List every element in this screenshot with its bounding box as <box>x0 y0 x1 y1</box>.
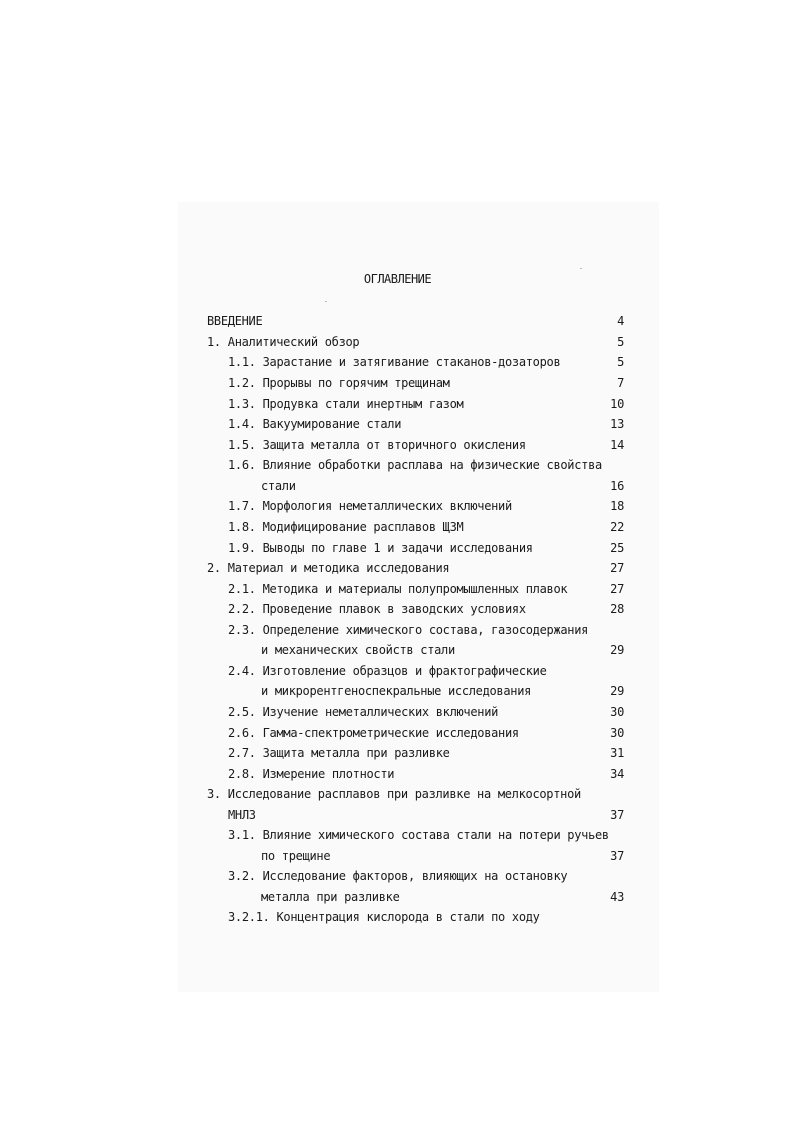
toc-entry-text: по трещине <box>261 849 331 863</box>
toc-entry-text: и механических свойств стали <box>261 643 455 657</box>
toc-entry-page: 25 <box>610 541 624 555</box>
toc-entry-text: 1.9. Выводы по главе 1 и задачи исследования <box>228 541 533 555</box>
toc-entry-page: 13 <box>610 417 624 431</box>
toc-entry-page: 4 <box>617 314 624 328</box>
toc-entry-page: 14 <box>610 438 624 452</box>
toc-entry-page: 30 <box>610 705 624 719</box>
toc-entry-page: 28 <box>610 602 624 616</box>
toc-entry-page: 29 <box>610 684 624 698</box>
toc-entry-text: стали <box>261 479 296 493</box>
toc-entry-text: 2.4. Изготовление образцов и фрактографические <box>228 664 547 678</box>
toc-entry-text: 2.7. Защита металла при разливке <box>228 746 450 760</box>
toc-entry-page: 31 <box>610 746 624 760</box>
toc-entry-text: 2.3. Определение химического состава, газосодержания <box>228 623 589 637</box>
toc-entry-text: ВВЕДЕНИЕ <box>207 314 263 328</box>
toc-entry-text: 1.7. Морфология неметаллических включений <box>228 499 512 513</box>
toc-entry-text: 1. Аналитический обзор <box>207 335 360 349</box>
toc-entry-text: металла при разливке <box>261 890 400 904</box>
toc-entry-text: 3.2.1. Концентрация кислорода в стали по ходу <box>228 910 540 924</box>
scan-speck <box>580 268 582 269</box>
toc-entry-text: 2. Материал и методика исследования <box>207 561 450 575</box>
toc-entry-text: 1.2. Прорывы по горячим трещинам <box>228 376 450 390</box>
toc-entry-page: 22 <box>610 520 624 534</box>
toc-entry-page: 16 <box>610 479 624 493</box>
toc-entry-text: 1.8. Модифицирование расплавов ЩЗМ <box>228 520 464 534</box>
toc-entry-text: 2.6. Гамма-спектрометрические исследования <box>228 726 519 740</box>
toc-entry-text: МНЛЗ <box>228 808 256 822</box>
toc-entry-text: 1.4. Вакуумирование стали <box>228 417 402 431</box>
toc-entry-text: 1.3. Продувка стали инертным газом <box>228 397 464 411</box>
toc-entry-page: 5 <box>617 355 624 369</box>
toc-entry-page: 18 <box>610 499 624 513</box>
toc-title: ОГЛАВЛЕНИЕ <box>363 272 432 286</box>
toc-entry-text: и микрорентгеноспекральные исследования <box>261 684 532 698</box>
toc-entry-page: 10 <box>610 397 624 411</box>
toc-entry-text: 3.2. Исследование факторов, влияющих на остановку <box>228 869 568 883</box>
toc-entry-text: 1.6. Влияние обработки расплава на физические свойства <box>228 458 602 472</box>
toc-entry-page: 34 <box>610 767 624 781</box>
toc-entry-page: 43 <box>610 890 624 904</box>
toc-entry-page: 5 <box>617 335 624 349</box>
toc-entry-text: 3. Исследование расплавов при разливке на мелкосортной <box>207 787 581 801</box>
toc-entry-text: 2.8. Измерение плотности <box>228 767 395 781</box>
toc-entry-page: 37 <box>610 808 624 822</box>
toc-entry-page: 27 <box>610 561 624 575</box>
toc-entry-page: 27 <box>610 582 624 596</box>
toc-entry-text: 2.1. Методика и материалы полупромышленных плавок <box>228 582 568 596</box>
toc-entry-text: 1.1. Зарастание и затягивание стаканов-дозаторов <box>228 355 561 369</box>
toc-entry-text: 2.5. Изучение неметаллических включений <box>228 705 499 719</box>
toc-entry-text: 1.5. Защита металла от вторичного окисления <box>228 438 526 452</box>
scan-speck <box>325 301 327 302</box>
toc-entry-page: 29 <box>610 643 624 657</box>
toc-entry-page: 37 <box>610 849 624 863</box>
toc-entry-text: 3.1. Влияние химического состава стали на потери ручьев <box>228 828 609 842</box>
toc-entry-page: 7 <box>617 376 624 390</box>
toc-entry-page: 30 <box>610 726 624 740</box>
toc-entry-text: 2.2. Проведение плавок в заводских условиях <box>228 602 526 616</box>
